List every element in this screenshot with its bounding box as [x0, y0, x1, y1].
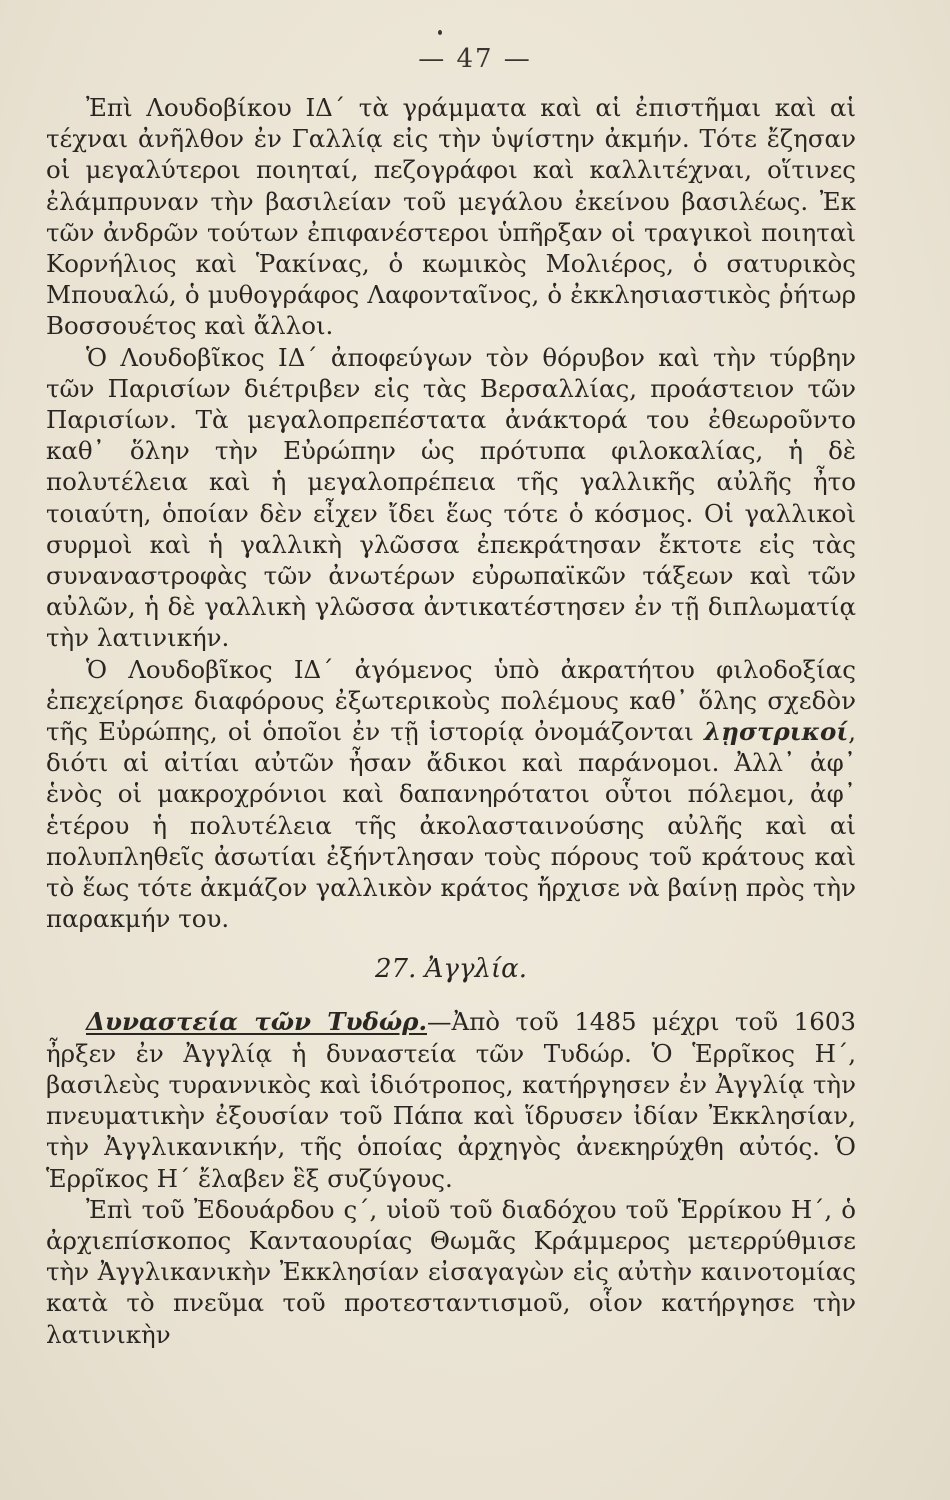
page-number: — 47 —: [418, 44, 532, 74]
paragraph-wars: [46, 654, 856, 935]
paragraph-wars-text-start: Ὁ Λουδοβῖκος ΙΔ΄ ἀγόμενος ὑπὸ ἀκρατήτου φιλοδοξίας ἐπεχείρησε διαφόρους ἐξωτερικοὺς πολέμους καθ᾿ ὅλης σχεδὸν τῆς Εὐρώπης, οἱ ὁποῖοι ἐν τῇ ἱστορίᾳ ὀνομάζονται: [46, 654, 856, 747]
section-heading-england: 27. Ἀγγλία.: [375, 954, 527, 985]
paragraph-tudor: [46, 1006, 856, 1193]
tudor-dynasty-label: Δυναστεία τῶν Τυδώρ.: [86, 1007, 427, 1037]
text-column: [46, 92, 856, 1350]
ink-speck: [438, 30, 442, 35]
paragraph-wars-text-end: , διότι αἱ αἰτίαι αὐτῶν ἦσαν ἄδικοι καὶ παράνομοι. Ἀλλ᾿ ἀφ᾿ ἑνὸς οἱ μακροχρόνιοι καὶ δαπανηρότατοι οὗτοι πόλεμοι, ἀφ᾿ ἑτέρου ἡ πολυτέλεια τῆς ἀκολασταινούσης αὐλῆς καὶ αἱ πολυπληθεῖς ἀσωτίαι ἐξήντλησαν τοὺς πόρους τοῦ κράτους καὶ τὸ ἕως τότε ἀκμάζον γαλλικὸν κράτος ἤρχισε νὰ βαίνῃ πρὸς τὴν παρακμήν του.: [46, 717, 856, 934]
emphasized-term: λῃστρικοί: [703, 717, 849, 747]
paragraph-edward: Ἐπὶ τοῦ Ἐδουάρδου ς΄, υἱοῦ τοῦ διαδόχου τοῦ Ἑρρίκου Η΄, ὁ ἀρχιεπίσκοπος Κανταουρίας Θωμᾶς Κράμμερος μετερρύθμισε τὴν Ἀγγλικανικὴν Ἐκκλησίαν εἰσαγαγὼν εἰς αὐτὴν καινοτομίας κατὰ τὸ πνεῦμα τοῦ προτεσταντισμοῦ, οἷον κατήργησε τὴν λατινικὴν: [46, 1194, 856, 1349]
paragraph-louis-arts: Ἐπὶ Λουδοβίκου ΙΔ΄ τὰ γράμματα καὶ αἱ ἐπιστῆμαι καὶ αἱ τέχναι ἀνῆλθον ἐν Γαλλίᾳ εἰς τὴν ὑψίστην ἀκμήν. Τότε ἔζησαν οἱ μεγαλύτεροι ποιηταί, πεζογράφοι καὶ καλλιτέχναι, οἵτινες ἐλάμπρυναν τὴν βασιλείαν τοῦ μεγάλου ἐκείνου βασιλέως. Ἐκ τῶν ἀνδρῶν τούτων ἐπιφανέστεροι ὑπῆρξαν οἱ τραγικοὶ ποιηταὶ Κορνήλιος καὶ Ῥακίνας, ὁ κωμικὸς Μολιέρος, ὁ σατυρικὸς Μπουαλώ, ὁ μυθογράφος Λαφονταῖνος, ὁ ἐκκλησιαστικὸς ῥήτωρ Βοσσουέτος καὶ ἄλλοι.: [46, 93, 856, 341]
paragraph-versailles: Ὁ Λουδοβῖκος ΙΔ΄ ἀποφεύγων τὸν θόρυβον καὶ τὴν τύρβην τῶν Παρισίων διέτριβεν εἰς τὰς Βερσαλλίας, προάστειον τῶν Παρισίων. Τὰ μεγαλοπρεπέστατα ἀνάκτορά του ἐθεωροῦντο καθ᾿ ὅλην τὴν Εὐρώπην ὡς πρότυπα φιλοκαλίας, ἡ δὲ πολυτέλεια καὶ ἡ μεγαλοπρέπεια τῆς γαλλικῆς αὐλῆς ἦτο τοιαύτη, ὁποίαν δὲν εἶχεν ἴδει ἕως τότε ὁ κόσμος. Οἱ γαλλικοὶ συρμοὶ καὶ ἡ γαλλικὴ γλῶσσα ἐπεκράτησαν ἔκτοτε εἰς τὰς συναναστροφὰς τῶν ἀνωτέρων εὐρωπαϊκῶν τάξεων καὶ τῶν αὐλῶν, ἡ δὲ γαλλικὴ γλῶσσα ἀντικατέστησεν ἐν τῇ διπλωματίᾳ τὴν λατινικήν.: [46, 342, 856, 653]
paragraph-tudor-text: —Ἀπὸ τοῦ 1485 μέχρι τοῦ 1603 ἦρξεν ἐν Ἀγγλίᾳ ἡ δυναστεία τῶν Τυδώρ. Ὁ Ἑρρῖκος Η΄, βασιλεὺς τυραννικὸς καὶ ἰδιότροπος, κατήργησεν ἐν Ἀγγλίᾳ τὴν πνευματικὴν ἐξουσίαν τοῦ Πάπα καὶ ἵδρυσεν ἰδίαν Ἐκκλησίαν, τὴν Ἀγγλικανικήν, τῆς ὁποίας ἀρχηγὸς ἀνεκηρύχθη αὐτός. Ὁ Ἑρρῖκος Η΄ ἔλαβεν ἓξ συζύγους.: [46, 1007, 857, 1193]
